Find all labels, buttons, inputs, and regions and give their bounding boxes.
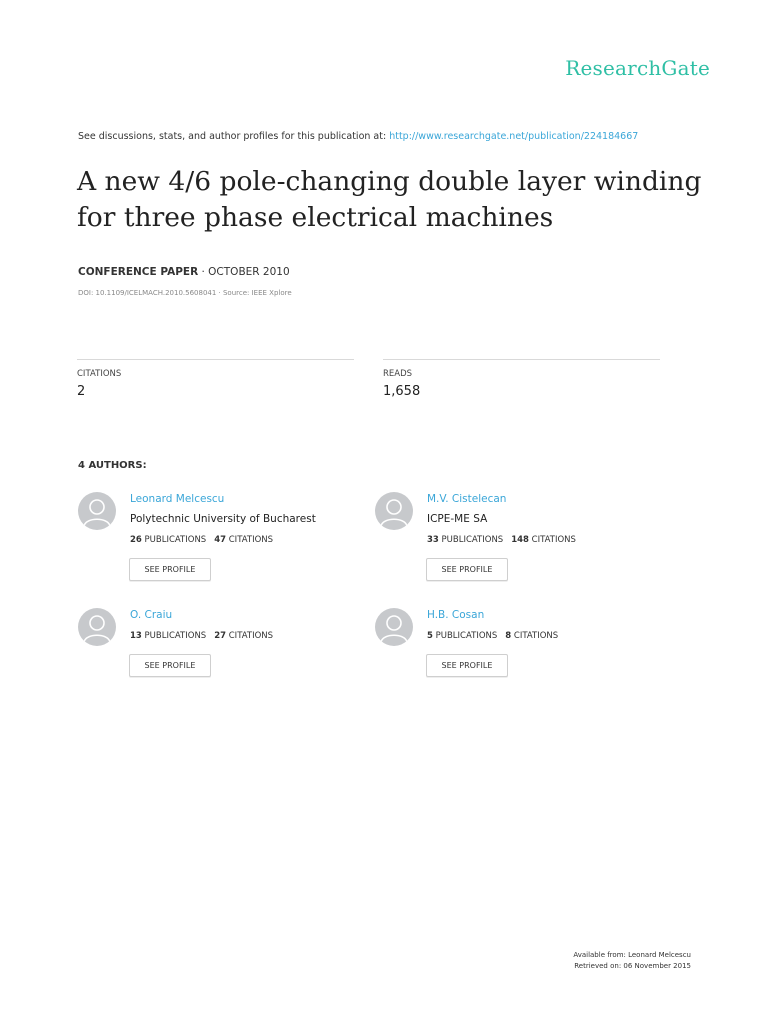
author-stats: [427, 535, 576, 545]
citations-value: 2: [77, 384, 86, 399]
author-name[interactable]: O. Craiu: [130, 609, 173, 621]
author-stats: [130, 535, 273, 545]
author-card: [78, 608, 378, 698]
avatar-placeholder-icon[interactable]: [78, 492, 116, 530]
author-name[interactable]: Leonard Melcescu: [130, 493, 225, 505]
citations-label: CITATIONS: [228, 535, 274, 545]
publications-count: 13: [130, 631, 142, 641]
publication-date: OCTOBER 2010: [208, 266, 290, 278]
publication-link[interactable]: http://www.researchgate.net/publication/224184667: [389, 131, 639, 142]
reads-stat: [383, 359, 660, 399]
reads-label: READS: [383, 369, 413, 379]
author-affiliation: ICPE-ME SA: [427, 513, 488, 525]
publications-label: PUBLICATIONS: [144, 535, 207, 545]
citations-label: CITATIONS: [531, 535, 576, 545]
authors-heading: 4 AUTHORS:: [78, 460, 147, 471]
avatar-placeholder-icon[interactable]: [375, 608, 413, 646]
citations-label: CITATIONS: [513, 631, 559, 641]
citations-count: 27: [214, 631, 227, 641]
author-card: [375, 492, 675, 582]
citations-count: 47: [214, 535, 227, 545]
publications-count: 5: [427, 631, 433, 641]
see-profile-button[interactable]: SEE PROFILE: [426, 654, 508, 677]
citations-stat: [77, 359, 354, 399]
doi-source-line: DOI: 10.1109/ICELMACH.2010.5608041 · Source: IEEE Xplore: [78, 289, 292, 297]
author-stats: [130, 631, 273, 641]
author-stats: [427, 631, 558, 641]
publication-title: A new 4/6 pole-changing double layer winding for three phase electrical machines: [77, 166, 702, 233]
publications-label: PUBLICATIONS: [144, 631, 207, 641]
author-name[interactable]: H.B. Cosan: [427, 609, 485, 621]
publications-count: 26: [130, 535, 142, 545]
publication-meta: [78, 266, 290, 278]
citations-label: CITATIONS: [77, 369, 122, 379]
reads-value: 1,658: [383, 384, 421, 399]
author-name[interactable]: M.V. Cistelecan: [427, 493, 507, 505]
citations-count: 8: [505, 631, 512, 641]
citations-count: 148: [511, 535, 529, 545]
publications-label: PUBLICATIONS: [435, 631, 498, 641]
retrieved-on: Retrieved on: 06 November 2015: [574, 962, 691, 970]
avatar-placeholder-icon[interactable]: [78, 608, 116, 646]
author-affiliation: Polytechnic University of Bucharest: [130, 513, 316, 525]
see-profile-button[interactable]: SEE PROFILE: [426, 558, 508, 581]
author-card: [78, 492, 378, 582]
available-from: Available from: Leonard Melcescu: [573, 951, 691, 959]
discussion-notice: [78, 131, 718, 142]
availability-footer: [573, 950, 691, 972]
publication-type: CONFERENCE PAPER: [78, 266, 199, 278]
see-profile-button[interactable]: SEE PROFILE: [129, 558, 211, 581]
notice-text: See discussions, stats, and author profiles for this publication at:: [78, 131, 390, 142]
author-card: [375, 608, 675, 698]
citations-label: CITATIONS: [228, 631, 274, 641]
researchgate-logo[interactable]: ResearchGate: [565, 56, 710, 80]
publications-count: 33: [427, 535, 439, 545]
meta-separator: ·: [198, 266, 209, 278]
avatar-placeholder-icon[interactable]: [375, 492, 413, 530]
see-profile-button[interactable]: SEE PROFILE: [129, 654, 211, 677]
publications-label: PUBLICATIONS: [441, 535, 504, 545]
